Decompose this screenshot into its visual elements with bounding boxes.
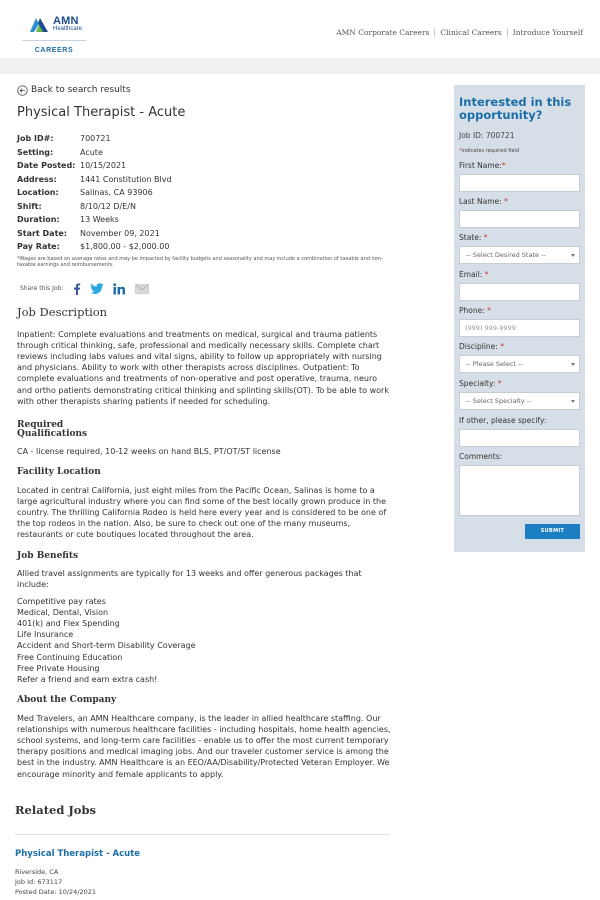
detail-label: Date Posted: bbox=[17, 161, 76, 170]
logo-brand: AMN bbox=[53, 15, 79, 27]
benefits-intro: Allied travel assignments are typically for 13 weeks and offer generous packages that include: bbox=[17, 569, 362, 590]
job-description-heading: Job Description bbox=[17, 304, 108, 319]
submit-button[interactable]: SUBMIT bbox=[525, 524, 580, 539]
detail-row-location bbox=[17, 186, 392, 200]
state-label: State: * bbox=[459, 233, 488, 242]
form-job-id: Job ID: 700721 bbox=[459, 131, 515, 140]
email-label: Email: * bbox=[459, 270, 489, 279]
interest-form bbox=[454, 85, 585, 552]
specialty-select[interactable] bbox=[459, 392, 580, 410]
linkedin-icon[interactable] bbox=[113, 283, 126, 295]
required-field-note: *indicates required field bbox=[459, 148, 519, 154]
required-heading-line1: Required bbox=[17, 419, 64, 430]
form-title: Interested in this opportunity? bbox=[459, 95, 572, 122]
last-name-input[interactable] bbox=[459, 210, 580, 228]
job-title: Physical Therapist - Acute bbox=[17, 105, 186, 120]
back-link-label: Back to search results bbox=[31, 85, 131, 95]
comments-label: Comments: bbox=[459, 452, 503, 461]
detail-label: Address: bbox=[17, 174, 57, 184]
list-item: Free Continuing Education bbox=[17, 652, 123, 662]
email-input[interactable] bbox=[459, 283, 580, 301]
list-item: Life Insurance bbox=[17, 630, 74, 640]
detail-label: Job ID#: bbox=[17, 134, 54, 143]
pay-disclaimer: *Wages are based on average rates and may be impacted by facility budgets and seasonality and may include a combination of taxable and non-taxable earnings and reimbursements. bbox=[17, 255, 383, 268]
required-qualifications-heading bbox=[17, 421, 392, 440]
phone-field-group bbox=[459, 306, 580, 337]
discipline-select-value: -- Please Select -- bbox=[466, 360, 523, 368]
detail-row-date-posted bbox=[17, 159, 392, 173]
email-field-group bbox=[459, 270, 580, 301]
detail-label: Pay Rate: bbox=[17, 242, 60, 251]
back-arrow-icon bbox=[17, 85, 28, 96]
facility-location-heading: Facility Location bbox=[17, 467, 101, 478]
detail-value: 10/15/2021 bbox=[80, 161, 127, 170]
discipline-label: Discipline: * bbox=[459, 342, 504, 351]
other-specialty-label: If other, please specify: bbox=[459, 416, 547, 425]
discipline-select[interactable] bbox=[459, 355, 580, 373]
back-to-search-link[interactable] bbox=[17, 84, 392, 96]
logo-section-label: CAREERS bbox=[34, 47, 74, 54]
detail-label: Location: bbox=[17, 188, 59, 197]
detail-row-setting bbox=[17, 146, 392, 160]
phone-input[interactable] bbox=[459, 319, 580, 337]
related-jobs-heading: Related Jobs bbox=[15, 802, 96, 817]
job-details bbox=[17, 132, 392, 254]
nav-clinical-careers[interactable]: Clinical Careers bbox=[434, 28, 506, 37]
email-icon[interactable] bbox=[135, 284, 149, 294]
first-name-field-group bbox=[459, 161, 580, 192]
required-note-text: indicates required field bbox=[461, 148, 519, 154]
detail-value: $1,800.00 - $2,000.00 bbox=[80, 242, 170, 251]
job-description-text: Inpatient: Complete evaluations and treatments on medical, surgical and trauma patients through critical thinking, safe, professional and medically necessary skills. Complete chart reviews including labs values and vital signs, ability to follow up appropriately with nursing and physicians. Ability to work with other therapists across disciplines. Outpatient: To complete evaluations and treatments of non-operative and post operative, trauma, neuro and ortho patients demonstrating critical thinking and splinting skills(OT). To be able to work with other therapists sharing patients if needed for scheduling. bbox=[17, 329, 389, 406]
detail-row-job-id bbox=[17, 132, 392, 146]
other-specialty-field-group bbox=[459, 416, 580, 447]
state-select[interactable] bbox=[459, 246, 580, 264]
nav-introduce-yourself[interactable]: Introduce Yourself bbox=[507, 28, 588, 37]
required-qualifications-text: CA - license required, 10-12 weeks on hand BLS, PT/OT/ST license bbox=[17, 446, 281, 456]
detail-value: 13 Weeks bbox=[80, 215, 119, 224]
logo-subbrand: Healthcare bbox=[53, 26, 83, 32]
nav-amn-corporate-careers[interactable]: AMN Corporate Careers bbox=[336, 28, 430, 37]
other-specialty-input[interactable] bbox=[459, 429, 580, 447]
chevron-down-icon bbox=[571, 254, 575, 257]
detail-value: 1441 Constitution Blvd bbox=[80, 174, 172, 184]
detail-value: November 09, 2021 bbox=[80, 228, 160, 238]
detail-row-duration bbox=[17, 213, 392, 227]
specialty-field-group bbox=[459, 379, 580, 410]
detail-label: Shift: bbox=[17, 201, 42, 211]
first-name-input[interactable] bbox=[459, 174, 580, 192]
amn-logo-mark-icon bbox=[28, 14, 50, 34]
first-name-label: First Name:* bbox=[459, 161, 506, 170]
phone-placeholder: (999) 999-9999 bbox=[465, 324, 516, 332]
share-bar bbox=[17, 282, 392, 296]
about-company-heading: About the Company bbox=[17, 695, 117, 706]
detail-value: 8/10/12 D/E/N bbox=[80, 201, 136, 211]
related-job-location: Riverside, CA bbox=[15, 867, 59, 876]
site-header bbox=[0, 0, 600, 58]
amn-careers-logo[interactable] bbox=[22, 10, 86, 58]
last-name-field-group bbox=[459, 197, 580, 228]
chevron-down-icon bbox=[571, 363, 575, 366]
benefits-list bbox=[17, 596, 392, 686]
facility-location-text: Located in central California, just eight miles from the Pacific Ocean, Salinas is home to a large agricultural industry where you can find some of the best locally grown produce in the country. The thrilling California Rodeo is held here every year and is considered to be one of the top rodeos in the nation. Also, be sure to check out one of the many museums, restaurants or cute boutiques located throughout the area. bbox=[17, 485, 387, 540]
chevron-down-icon bbox=[571, 400, 575, 403]
detail-value: Salinas, CA 93906 bbox=[80, 188, 153, 197]
last-name-label: Last Name: * bbox=[459, 197, 508, 206]
list-item: Medical, Dental, Vision bbox=[17, 607, 109, 617]
divider bbox=[15, 834, 390, 835]
facebook-icon[interactable] bbox=[73, 283, 81, 295]
related-job-title-link[interactable]: Physical Therapist - Acute bbox=[15, 848, 141, 859]
detail-label: Setting: bbox=[17, 147, 54, 157]
top-nav bbox=[331, 28, 588, 37]
list-item: Refer a friend and earn extra cash! bbox=[17, 674, 158, 684]
header-band bbox=[0, 58, 600, 74]
state-select-value: -- Select Desired State -- bbox=[466, 251, 546, 259]
comments-textarea[interactable] bbox=[459, 465, 580, 516]
related-job-card bbox=[17, 849, 392, 897]
detail-row-pay-rate bbox=[17, 240, 392, 254]
list-item: Accident and Short-term Disability Coverage bbox=[17, 641, 196, 651]
list-item: Free Private Housing bbox=[17, 663, 100, 673]
list-item: 401(k) and Flex Spending bbox=[17, 618, 120, 628]
related-job-id: Job Id: 673117 bbox=[15, 877, 63, 886]
twitter-icon[interactable] bbox=[90, 283, 104, 295]
share-label: Share this Job: bbox=[20, 285, 64, 292]
phone-label: Phone: * bbox=[459, 306, 491, 315]
job-benefits-heading: Job Benefits bbox=[17, 550, 79, 561]
job-detail bbox=[17, 84, 392, 897]
detail-value: Acute bbox=[80, 147, 103, 157]
specialty-select-value: -- Select Specialty -- bbox=[466, 397, 532, 405]
list-item: Competitive pay rates bbox=[17, 596, 106, 606]
comments-field-group bbox=[459, 452, 580, 516]
specialty-label: Specialty: * bbox=[459, 379, 502, 388]
detail-label: Duration: bbox=[17, 215, 60, 224]
logo-divider bbox=[22, 40, 86, 41]
detail-row-start-date bbox=[17, 227, 392, 241]
related-job-posted-date: Posted Date: 10/24/2021 bbox=[15, 887, 97, 896]
detail-value: 700721 bbox=[80, 134, 111, 143]
discipline-field-group bbox=[459, 342, 580, 373]
detail-row-address bbox=[17, 173, 392, 187]
detail-row-shift bbox=[17, 200, 392, 214]
detail-label: Start Date: bbox=[17, 228, 68, 238]
required-heading-line2: Qualifications bbox=[17, 429, 88, 440]
about-company-text: Med Travelers, an AMN Healthcare company, is the leader in allied healthcare staffing. Our relationships with numerous healthcare facilities - including hospitals, home health agencies, school systems, and long-term care facilities - enable us to offer the most current temporary therapy positions and medical imaging jobs. And our traveler customer service is among the best in the industry. AMN Healthcare is an EEO/AA/Disability/Protected Veteran Employer. We encourage minority and female applicants to apply. bbox=[17, 713, 391, 779]
state-field-group bbox=[459, 233, 580, 264]
